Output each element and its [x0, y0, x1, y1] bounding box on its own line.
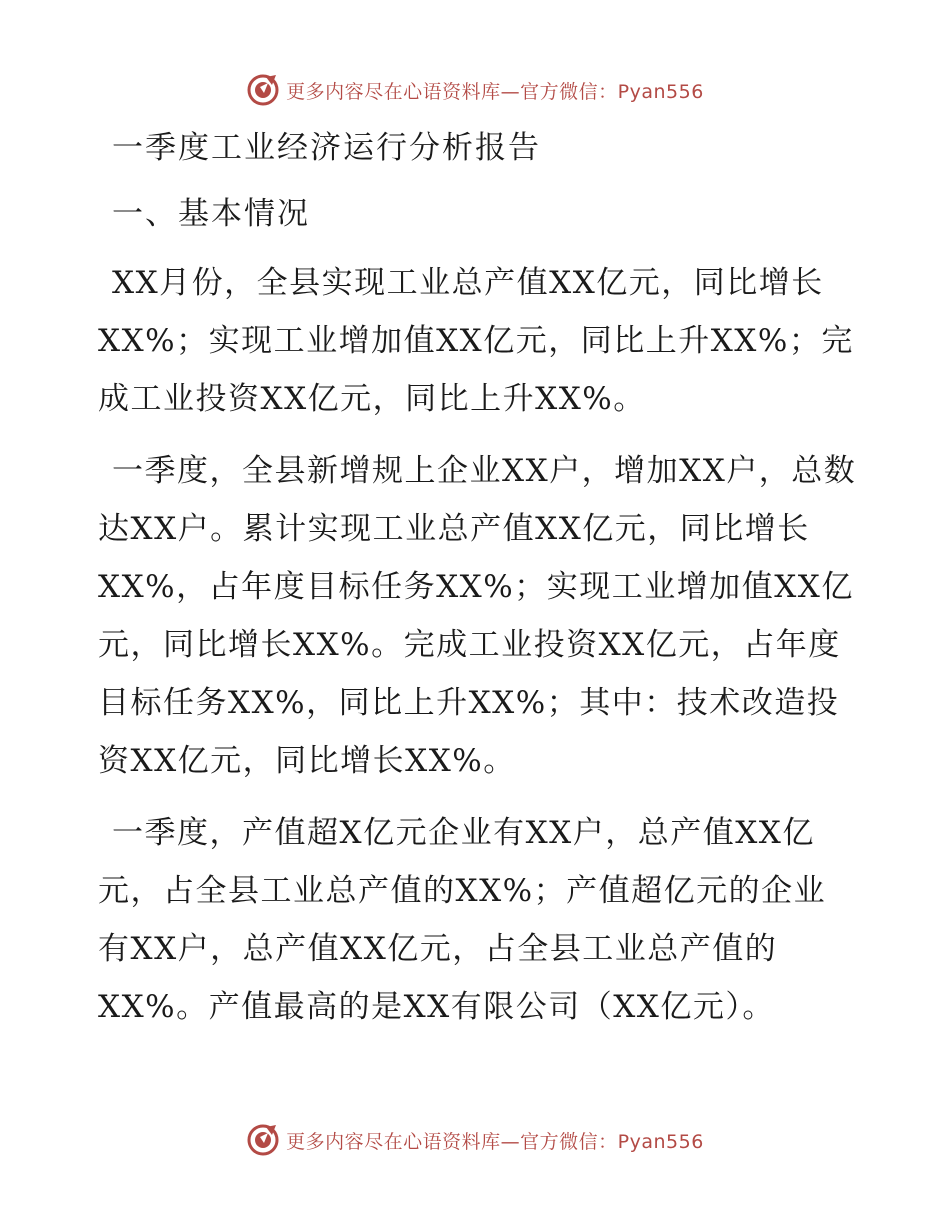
- section-heading: 一、基本情况: [112, 196, 310, 232]
- pen-seal-logo-icon: [246, 73, 280, 107]
- paragraph-1: XX月份，全县实现工业总产值XX亿元，同比增长XX%；实现工业增加值XX亿元，同比上升XX%；完成工业投资XX亿元，同比上升XX%。: [98, 265, 854, 417]
- pen-seal-logo-icon: [246, 1123, 280, 1157]
- watermark-footer: [0, 1120, 950, 1160]
- paragraph-3: 一季度，产值超X亿元企业有XX户，总产值XX亿元，占全县工业总产值的XX%；产值超亿元的企业有XX户，总产值XX亿元，占全县工业总产值的XX%。产值最高的是XX有限公司（XX亿元）。: [98, 815, 827, 1025]
- paragraph-2: 一季度，全县新增规上企业XX户，增加XX户，总数达XX户。累计实现工业总产值XX亿元，同比增长XX%，占年度目标任务XX%；实现工业增加值XX亿元，同比增长XX%。完成工业投资XX亿元，占年度目标任务XX%，同比上升XX%；其中：技术改造投资XX亿元，同比增长XX%。: [98, 453, 857, 779]
- watermark-text: 更多内容尽在心语资料库—官方微信：Pyan556: [286, 80, 704, 103]
- watermark-text: 更多内容尽在心语资料库—官方微信：Pyan556: [286, 1130, 704, 1153]
- document-body: [98, 122, 858, 1036]
- watermark-header: [0, 70, 950, 110]
- document-title: 一季度工业经济运行分析报告: [112, 130, 541, 166]
